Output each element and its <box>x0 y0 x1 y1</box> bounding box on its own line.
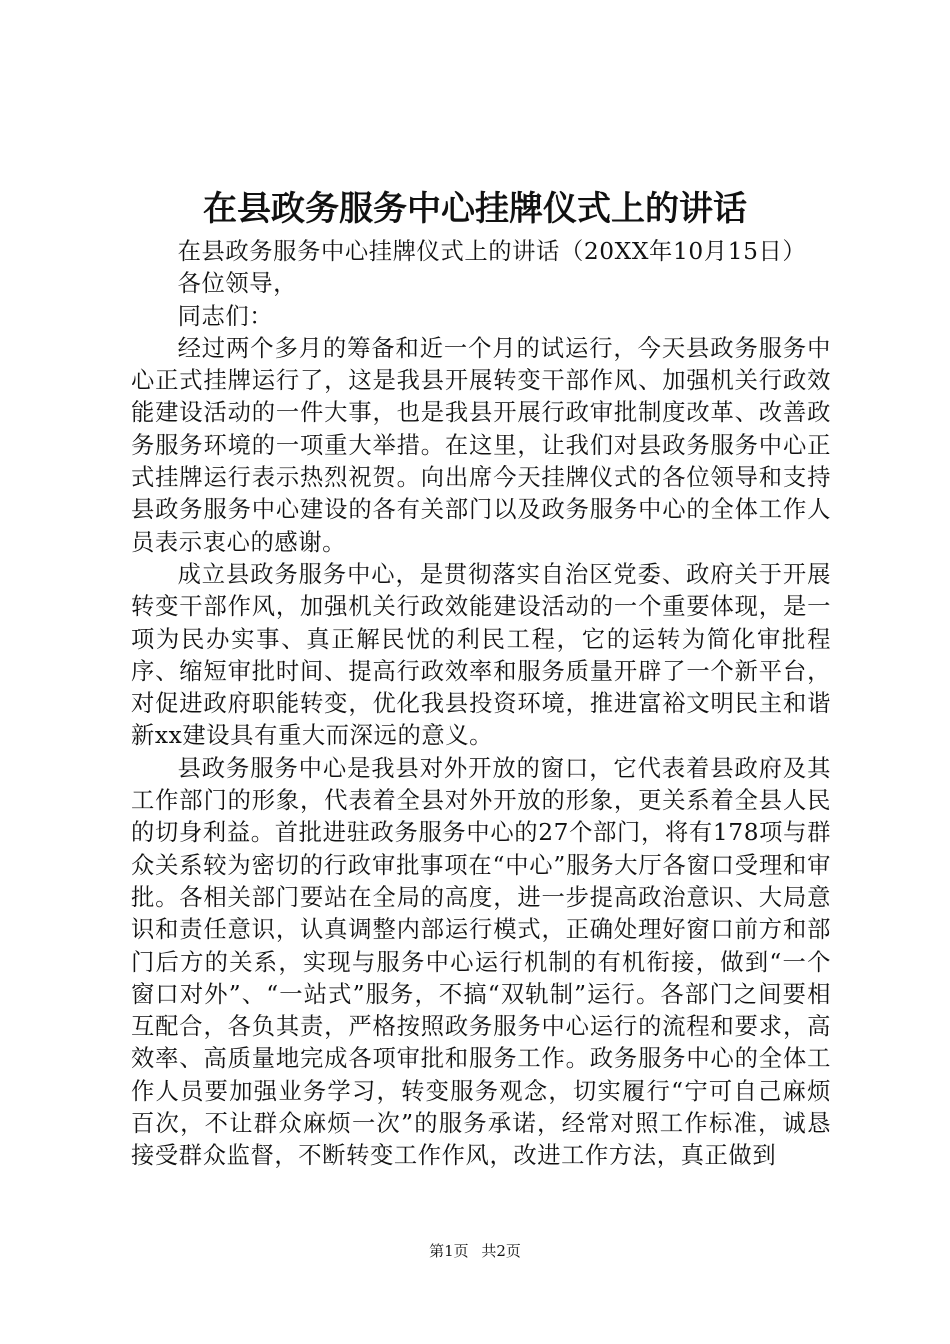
document-body <box>131 236 831 1173</box>
body-paragraph: 县政务服务中心是我县对外开放的窗口，它代表着县政府及其工作部门的形象，代表着全县对外开放的形象，更关系着全县人民的切身利益。首批进驻政务服务中心的27个部门，将有178项与群众关系较为密切的行政审批事项在“中心”服务大厅各窗口受理和审批。各相关部门要站在全局的高度，进一步提高政治意识、大局意识和责任意识，认真调整内部运行模式，正确处理好窗口前方和部门后方的关系，实现与服务中心运行机制的有机衔接，做到“一个窗口对外”、“一站式”服务，不搞“双轨制”运行。各部门之间要相互配合，各负其责，严格按照政务服务中心运行的流程和要求，高效率、高质量地完成各项审批和服务工作。政务服务中心的全体工作人员要加强业务学习，转变服务观念，切实履行“宁可自己麻烦百次，不让群众麻烦一次”的服务承诺，经常对照工作标准，诚恳接受群众监督，不断转变工作作风，改进工作方法，真正做到 <box>131 754 831 1170</box>
body-paragraph: 经过两个多月的筹备和近一个月的试运行，今天县政务服务中心正式挂牌运行了，这是我县开展转变干部作风、加强机关行政效能建设活动的一件大事，也是我县开展行政审批制度改革、改善政务服务环境的一项重大举措。在这里，让我们对县政务服务中心正式挂牌运行表示热烈祝贺。向出席今天挂牌仪式的各位领导和支持县政务服务中心建设的各有关部门以及政务服务中心的全体工作人员表示衷心的感谢。 <box>131 334 831 556</box>
page-number-total: 共2页 <box>481 1242 521 1260</box>
salutation-comrades: 同志们： <box>177 302 274 330</box>
salutation-leaders: 各位领导， <box>177 270 298 298</box>
subtitle-paragraph: 在县政务服务中心挂牌仪式上的讲话（20XX年10月15日） <box>177 238 807 265</box>
page-number-current: 第1页 <box>429 1242 469 1260</box>
document-title: 在县政务服务中心挂牌仪式上的讲话 <box>203 189 747 229</box>
body-paragraph: 成立县政务服务中心，是贯彻落实自治区党委、政府关于开展转变干部作风，加强机关行政效能建设活动的一个重要体现，是一项为民办实事、真正解民忧的利民工程，它的运转为简化审批程序、缩短审批时间、提高行政效率和服务质量开辟了一个新平台，对促进政府职能转变，优化我县投资环境，推进富裕文明民主和谐新xx建设具有重大而深远的意义。 <box>131 560 831 750</box>
page-footer <box>0 1240 950 1262</box>
